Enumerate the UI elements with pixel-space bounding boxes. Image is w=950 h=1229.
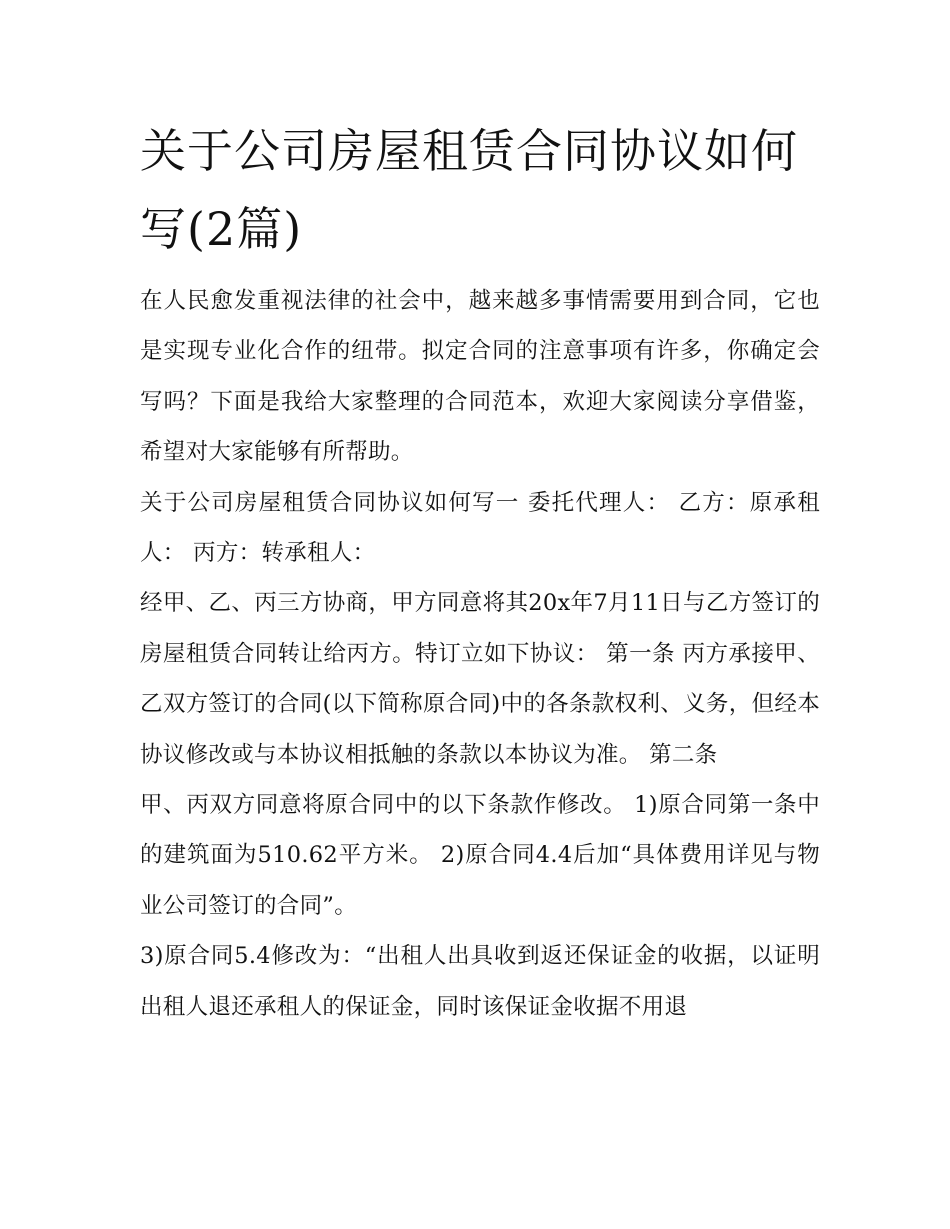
- paragraph-article-one: 经甲、乙、丙三方协商，甲方同意将其20x年7月11日与乙方签订的房屋租赁合同转让给丙方。特订立如下协议： 第一条 丙方承接甲、乙双方签订的合同(以下简称原合同)中的各条款权利、义务，但经本协议修改或与本协议相抵触的条款以本协议为准。 第二条: [140, 590, 820, 768]
- paragraph-parties: 关于公司房屋租赁合同协议如何写一 委托代理人： 乙方：原承租人： 丙方：转承租人：: [140, 489, 820, 567]
- document-title: 关于公司房屋租赁合同协议如何写(2篇): [140, 124, 798, 256]
- paragraph-modifications: 甲、丙双方同意将原合同中的以下条款作修改。 1)原合同第一条中的建筑面为510.62平方米。 2)原合同4.4后加“具体费用详见与物业公司签订的合同”。: [140, 792, 820, 919]
- paragraph-intro: 在人民愈发重视法律的社会中，越来越多事情需要用到合同，它也是实现专业化合作的纽带。拟定合同的注意事项有许多，你确定会写吗？下面是我给大家整理的合同范本，欢迎大家阅读分享借鉴，希望对大家能够有所帮助。: [140, 288, 820, 466]
- paragraph-deposit: 3)原合同5.4修改为：“出租人出具收到返还保证金的收据，以证明出租人退还承租人的保证金，同时该保证金收据不用退: [140, 943, 820, 1020]
- document-body: [140, 276, 820, 1032]
